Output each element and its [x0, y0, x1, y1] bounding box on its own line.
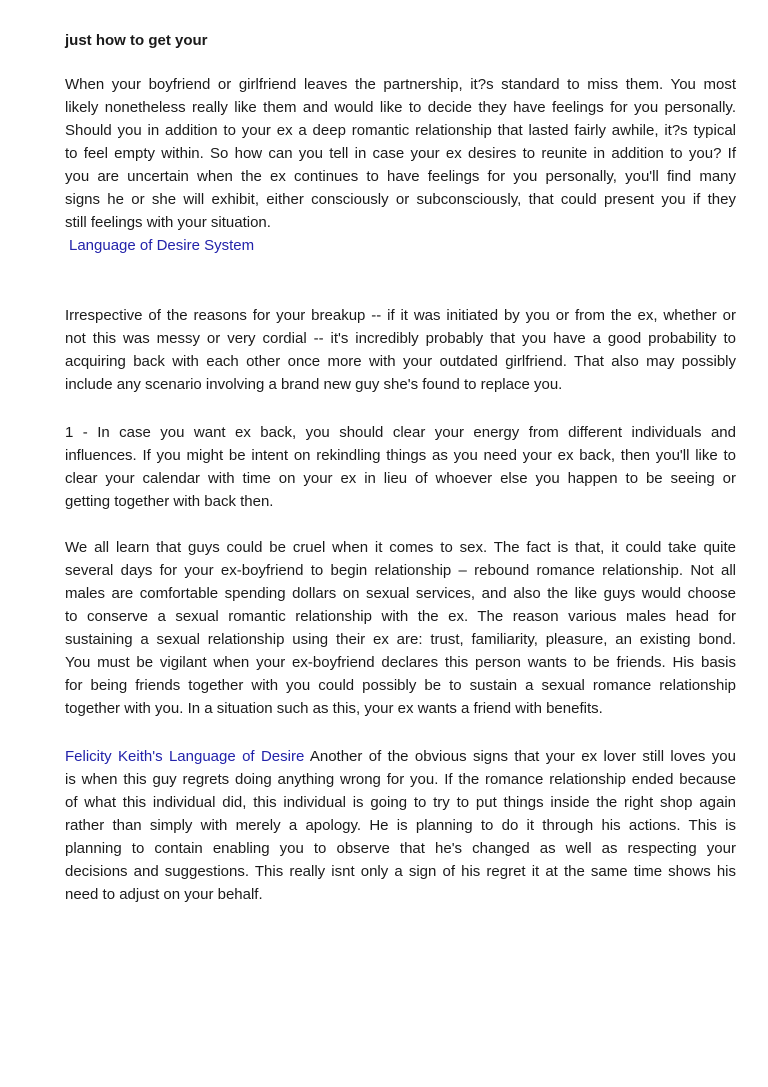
text-line: decisions and suggestions. This really isnt only a sign of his regret it at the same time shows his — [65, 863, 736, 880]
text-line: still feelings with your situation. — [65, 214, 271, 231]
paragraph-2 — [65, 304, 736, 396]
text-line: include any scenario involving a brand new guy she's found to replace you. — [65, 376, 563, 393]
paragraph-3 — [65, 421, 736, 513]
language-of-desire-link[interactable]: Language of Desire System — [69, 237, 255, 254]
text-line: When your boyfriend or girlfriend leaves the partnership, it?s standard to miss them. You most — [65, 76, 736, 93]
text-line: rather than simply with merely a apology. He is planning to do it through his actions. This is — [65, 817, 736, 834]
text-line: acquiring back with each other once more with your outdated girlfriend. That also may possibly — [65, 353, 736, 370]
text-line: is when this guy regrets doing anything wrong for you. If the romance relationship ended because — [65, 771, 736, 788]
text-line: Irrespective of the reasons for your breakup -- if it was initiated by you or from the ex, whether or — [65, 307, 736, 324]
text-line: together with you. In a situation such as this, your ex wants a friend with benefits. — [65, 700, 603, 717]
document-title: just how to get your — [65, 32, 208, 49]
text-line: sustaining a sexual relationship using their ex are: trust, familiarity, pleasure, an existing bond. — [65, 631, 736, 648]
text-line: planning to contain enabling you to observe that he's changed as well as respecting your — [65, 840, 736, 857]
text-line: of what this individual did, this individual is going to try to put things inside the right shop again — [65, 794, 736, 811]
text-line: Should you in addition to your ex a deep romantic relationship that lasted fairly awhile, it?s typical — [65, 122, 736, 139]
text-line: You must be vigilant when your ex-boyfriend declares this person wants to be friends. His basis — [65, 654, 736, 671]
text-line: several days for your ex-boyfriend to begin relationship – rebound romance relationship. Not all — [65, 562, 736, 579]
text-line: to conserve a sexual romantic relationship with the ex. The reason various males head for — [65, 608, 736, 625]
felicity-keith-link[interactable]: Felicity Keith's Language of Desire — [65, 748, 305, 765]
text-line: to feel empty within. So how can you tell in case your ex desires to reunite in addition to you? If — [65, 145, 736, 162]
paragraph-5 — [65, 745, 736, 906]
text-line: getting together with back then. — [65, 493, 274, 510]
text-line: males are comfortable spending dollars on sexual services, and also the like guys would choose — [65, 585, 736, 602]
text-line: influences. If you might be intent on rekindling things as you need your ex back, then you'll like to — [65, 447, 736, 464]
text-line: signs he or she will exhibit, either consciously or subconsciously, that could present you if they — [65, 191, 736, 208]
paragraph-1 — [65, 73, 736, 257]
text-line: not this was messy or very cordial -- it's incredibly probably that you have a good probability to — [65, 330, 736, 347]
text-line: 1 - In case you want ex back, you should clear your energy from different individuals and — [65, 424, 736, 441]
text-line: We all learn that guys could be cruel when it comes to sex. The fact is that, it could take quite — [65, 539, 736, 556]
text-line: you are uncertain when the ex continues to have feelings for you personally, you'll find many — [65, 168, 736, 185]
text-fragment: Another of the obvious signs that your ex lover still loves you — [304, 748, 736, 765]
text-line — [65, 745, 736, 768]
text-line: likely nonetheless really like them and would like to decide they have feelings for you personally. — [65, 99, 736, 116]
paragraph-4 — [65, 536, 736, 720]
text-line: clear your calendar with time on your ex in lieu of whoever else you happen to be seeing or — [65, 470, 736, 487]
text-line: need to adjust on your behalf. — [65, 886, 263, 903]
text-line: for being friends together with you could possibly be to sustain a sexual romance relationship — [65, 677, 736, 694]
